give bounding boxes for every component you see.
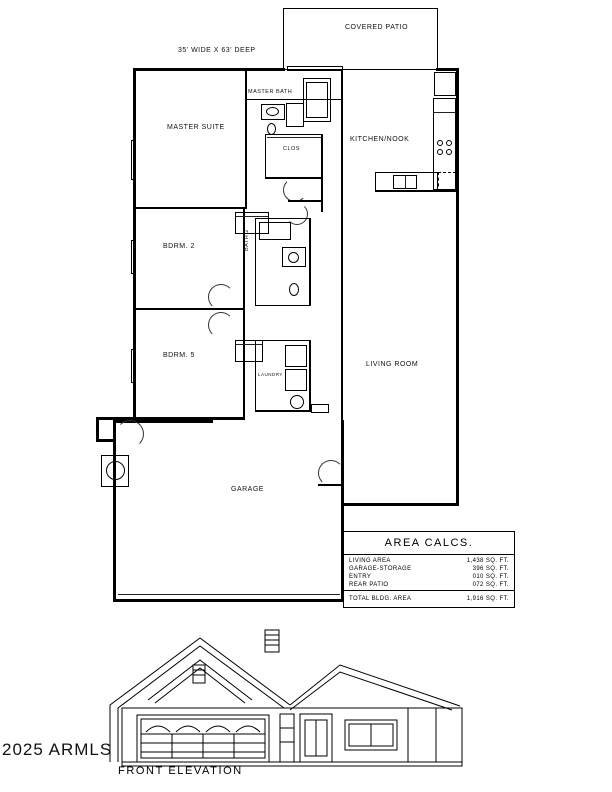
wall-bdrm5-right (243, 310, 245, 418)
covered-patio-outline (283, 8, 438, 70)
bedroom-2-door-swing (208, 284, 234, 310)
closet-outline (265, 134, 323, 178)
refrigerator (434, 72, 456, 96)
wall-bedroom-wing-bottom (133, 417, 245, 420)
wall-entry-bottom (96, 439, 116, 442)
closet-label: CLOS (283, 146, 300, 152)
wall-garage-bottom (113, 599, 344, 602)
watermark-text: 2025 ARMLS (2, 740, 113, 759)
wall-master-bottom (136, 207, 247, 209)
wall-laundry-right (309, 340, 311, 412)
area-row-label: LIVING AREA (349, 558, 391, 564)
bath-2-toilet (289, 283, 299, 296)
table-row (344, 557, 514, 565)
master-window (131, 140, 136, 180)
bedroom-5-door-swing (208, 312, 234, 338)
kitchen-counter-edge (433, 112, 456, 113)
laundry-sink (290, 395, 304, 409)
area-row-label: GARAGE-STORAGE (349, 566, 412, 572)
wall-entry-left (96, 417, 99, 441)
bath-2-tub (259, 222, 291, 240)
bath-2-vanity (282, 247, 306, 267)
wall-living-left (341, 192, 343, 506)
bedroom-5-window (131, 349, 136, 383)
wall-bdrm2-bottom (136, 308, 245, 310)
cooktop-burner-3 (437, 149, 443, 155)
wall-right-exterior (456, 68, 459, 506)
area-row-value: 396 SQ. FT. (472, 566, 509, 572)
laundry-exterior-door (311, 404, 329, 413)
bedroom-2-window (131, 240, 136, 274)
cooktop-burner-4 (446, 149, 452, 155)
living-entry-door-swing (318, 460, 344, 486)
kitchen-nook-label: KITCHEN/NOOK (350, 136, 410, 143)
bedroom-2-closet-shelf (236, 216, 268, 217)
wall-kitchen-left (341, 71, 343, 206)
garage-window-fixture (106, 461, 125, 480)
kitchen-dashed-zone (438, 172, 456, 192)
wall-hall-stub (288, 200, 323, 202)
area-row-label: ENTRY (349, 574, 372, 580)
dimension-note: 35' WIDE X 63' DEEP (178, 47, 256, 54)
master-shower (286, 103, 304, 127)
area-calcs-total-row (344, 591, 514, 607)
area-row-label: REAR PATIO (349, 582, 389, 588)
garage-door-line (118, 594, 340, 595)
wall-kitchen-bottom (375, 190, 459, 192)
patio-slider (287, 66, 343, 71)
laundry-appliance-2 (285, 369, 307, 391)
area-row-value: 010 SQ. FT. (472, 574, 509, 580)
bedroom-5-label: BDRM. 5 (163, 352, 195, 359)
wall-master-right (245, 71, 247, 209)
wall-bath2-right (309, 218, 311, 306)
area-row-value: 1,438 SQ. FT. (466, 558, 509, 564)
kitchen-sink-divider (405, 175, 406, 189)
bedroom-2-label: BDRM. 2 (163, 243, 195, 250)
closet-shelf (267, 137, 321, 138)
area-row-value: 072 SQ. FT. (472, 582, 509, 588)
area-calcs-rows (344, 555, 514, 591)
table-row (344, 581, 514, 589)
master-bath-door-swing (283, 178, 307, 202)
area-total-label: TOTAL BLDG. AREA (349, 596, 412, 602)
wall-bottom-living (343, 503, 459, 506)
front-elevation-caption: FRONT ELEVATION (118, 765, 243, 777)
master-suite-label: MASTER SUITE (167, 124, 225, 131)
table-row (344, 565, 514, 573)
master-tub-inner (306, 82, 328, 118)
bath-2-label: BATH 2 (244, 229, 250, 251)
laundry-label: LAUNDRY (258, 372, 283, 377)
table-row (344, 573, 514, 581)
wall-laundry-bottom (255, 410, 311, 412)
laundry-appliance-1 (285, 345, 307, 367)
covered-patio-label: COVERED PATIO (345, 24, 409, 31)
cooktop-burner-1 (437, 140, 443, 146)
master-sink (266, 107, 279, 116)
cooktop-burner-2 (446, 140, 452, 146)
master-bath-label: MASTER BATH (248, 89, 293, 95)
area-calcs-table (343, 531, 515, 608)
wall-living-entry-stub (318, 484, 344, 486)
wall-garage-left (113, 420, 116, 602)
living-room-label: LIVING ROOM (366, 361, 419, 368)
entry-door-swing (116, 420, 144, 448)
area-total-value: 1,916 SQ. FT. (466, 596, 509, 602)
area-calcs-title: AREA CALCS. (344, 532, 514, 555)
wall-top-left (133, 68, 285, 71)
garage-label: GARAGE (231, 486, 264, 493)
